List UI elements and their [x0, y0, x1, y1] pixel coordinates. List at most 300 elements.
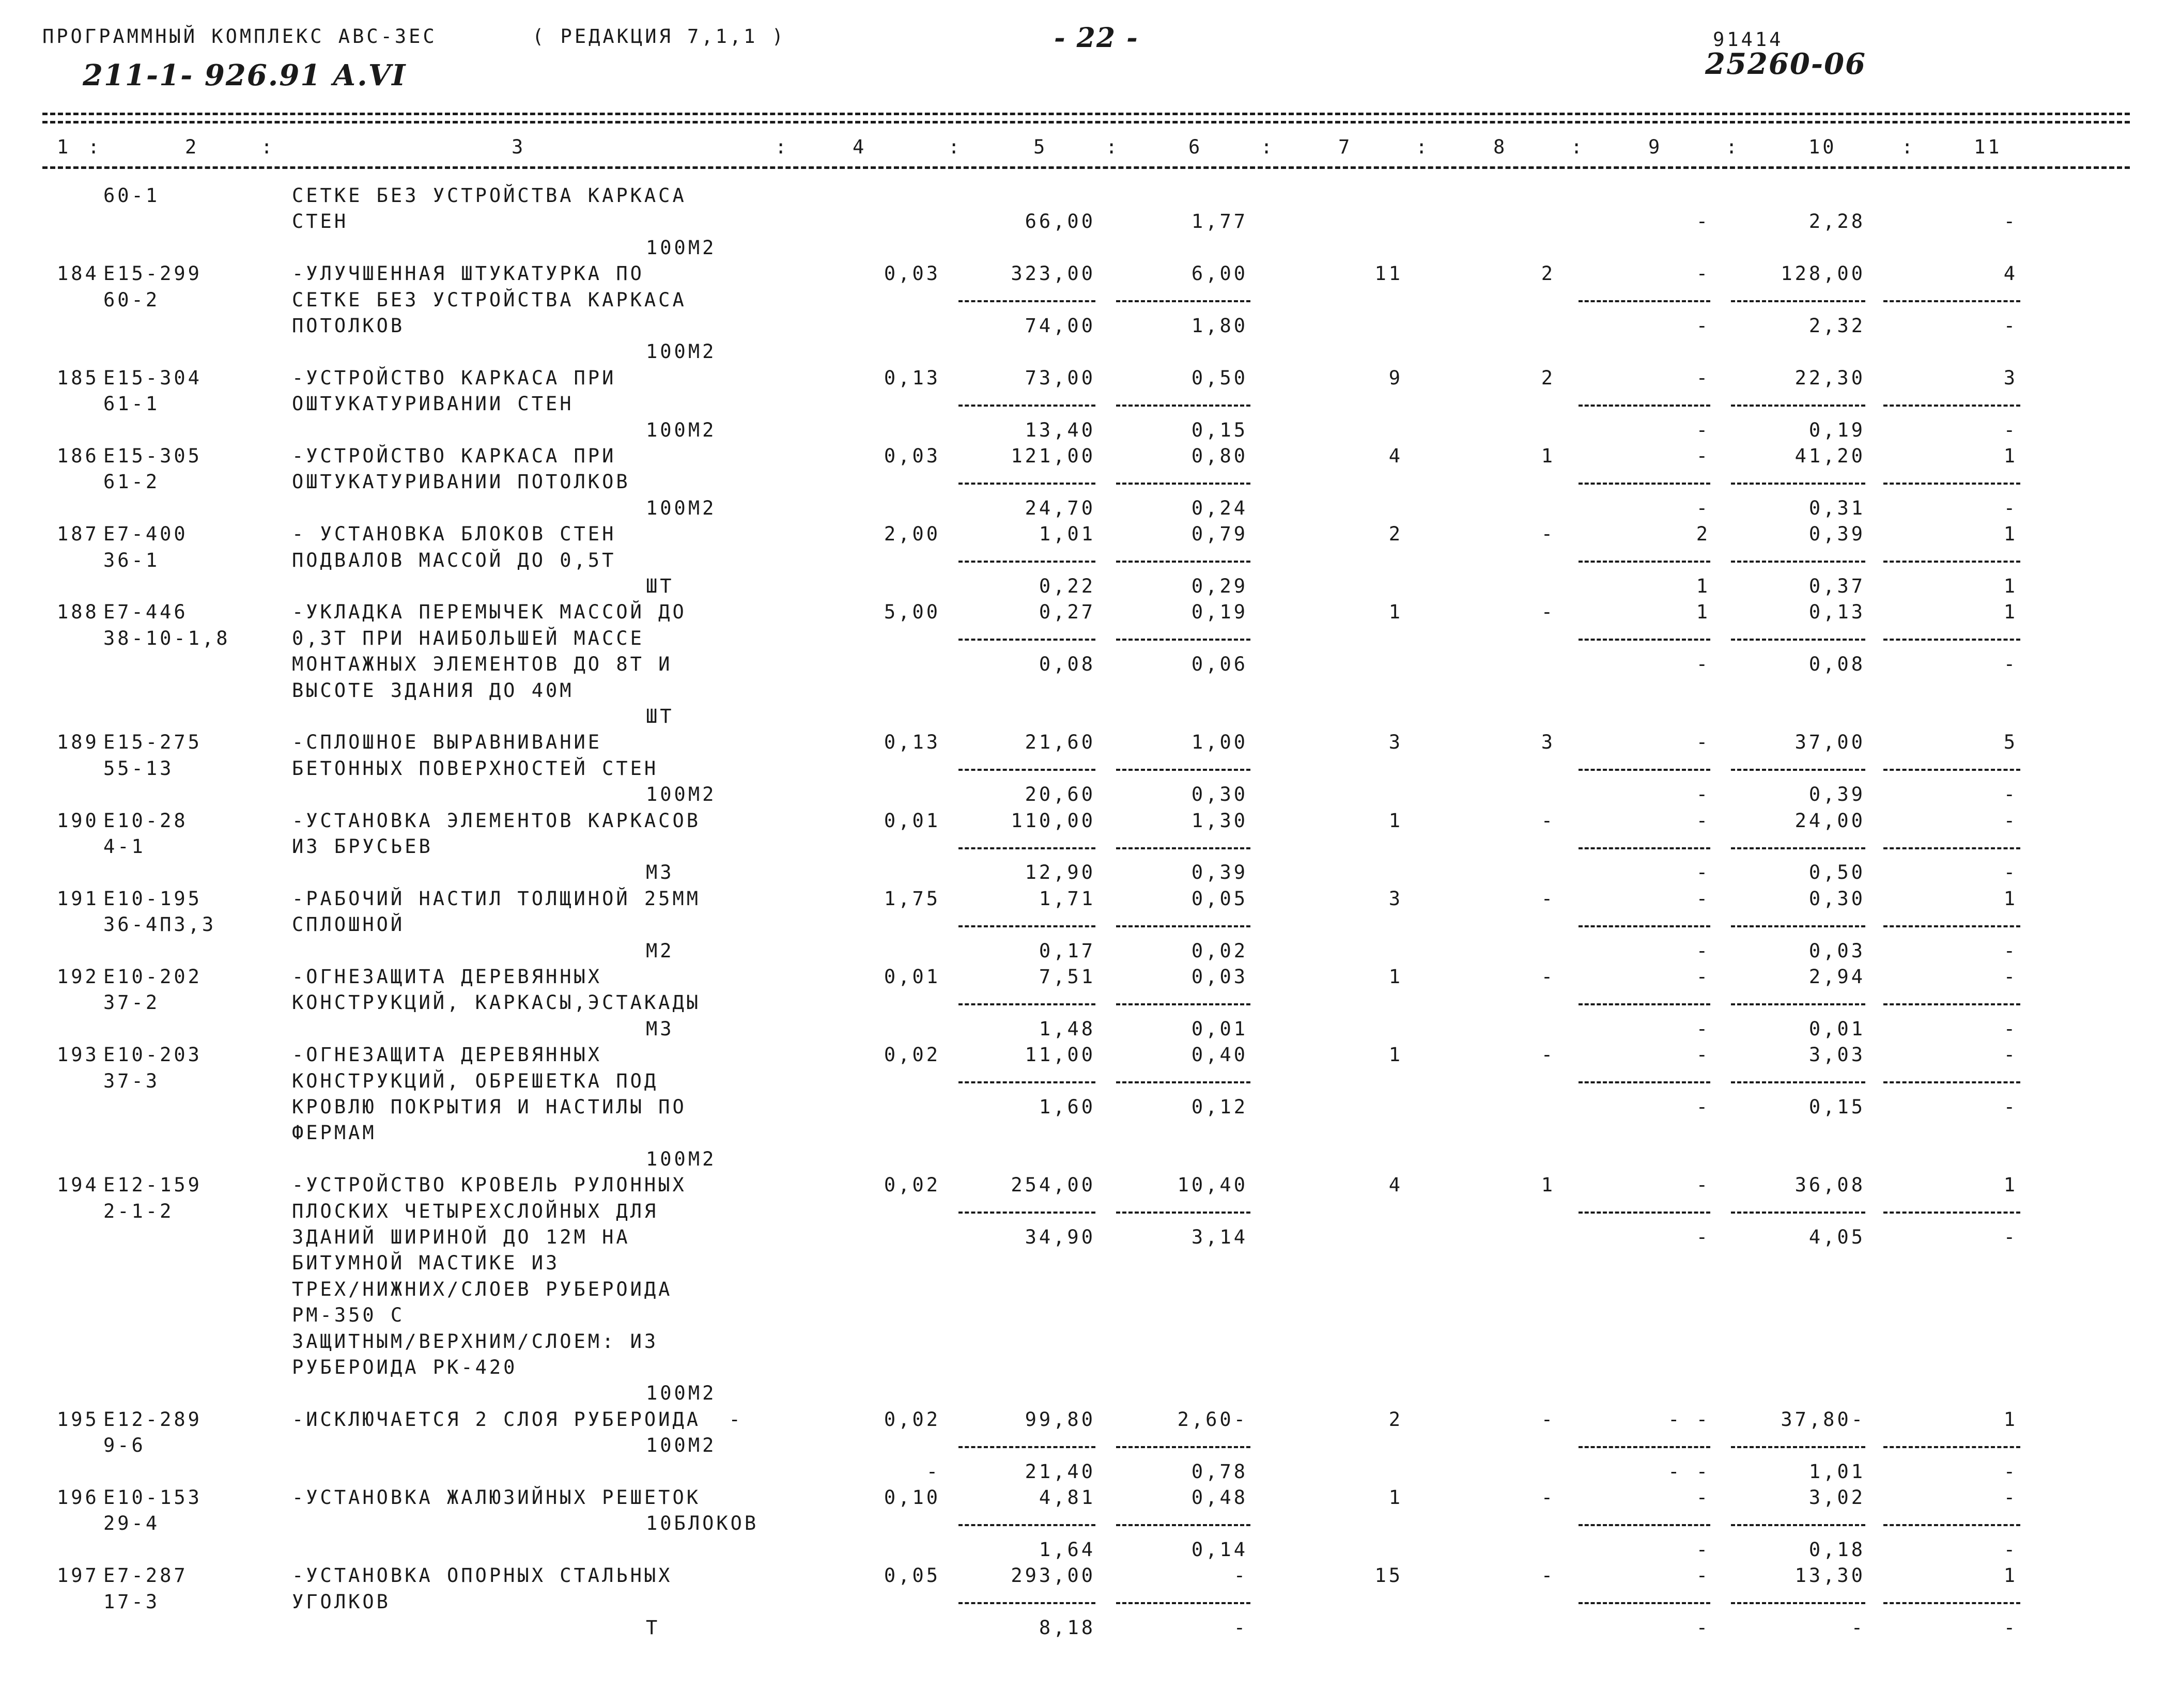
- subtotal-separator: [1116, 1212, 1250, 1214]
- subtotal-separator: [1579, 405, 1710, 407]
- subtotal-separator: [958, 925, 1095, 927]
- cell-c5: 0,27: [1039, 601, 1095, 623]
- unit-of-measure: 100М2: [646, 1148, 717, 1170]
- work-description: ВЫСОТЕ ЗДАНИЯ ДО 40М: [292, 679, 574, 702]
- row-number: 187: [57, 523, 99, 545]
- subtotal-separator: [1731, 769, 1865, 771]
- cell-c6: 0,12: [1191, 1096, 1248, 1118]
- work-description: РУБЕРОИДА РК-420: [292, 1356, 518, 1378]
- cell-c6: 0,02: [1191, 940, 1248, 962]
- subtotal-separator: [1883, 1524, 2020, 1526]
- cell-c9: -: [1696, 262, 1710, 285]
- subtotal-separator: [1731, 847, 1865, 849]
- cell-c6: 0,78: [1191, 1461, 1248, 1483]
- cell-c8: 2: [1541, 262, 1555, 285]
- subtotal-separator: [1883, 1081, 2020, 1083]
- work-description: -УСТРОЙСТВО КРОВЕЛЬ РУЛОННЫХ: [292, 1174, 687, 1196]
- column-separator: :: [1726, 136, 1740, 158]
- column-separator: :: [1261, 136, 1275, 158]
- subtotal-separator: [1116, 1003, 1250, 1005]
- unit-of-measure: Т: [646, 1617, 660, 1639]
- cell-c4: 0,03: [884, 445, 940, 467]
- work-description: 0,3Т ПРИ НАИБОЛЬШЕЙ МАССЕ: [292, 627, 644, 649]
- cell-c5: 24,70: [1025, 497, 1095, 519]
- subtotal-separator: [958, 561, 1095, 563]
- cell-c6: 0,19: [1191, 601, 1248, 623]
- cell-c7: 1: [1388, 966, 1403, 988]
- cell-c6: 1,00: [1191, 731, 1248, 753]
- rate-code: 60-2: [103, 289, 160, 311]
- subtotal-separator: [1579, 1003, 1710, 1005]
- work-description: -РАБОЧИЙ НАСТИЛ ТОЛЩИНОЙ 25ММ: [292, 888, 701, 910]
- cell-c9: -: [1696, 497, 1710, 519]
- cell-c11: -: [2003, 1096, 2018, 1118]
- cell-c6: 0,29: [1191, 575, 1248, 597]
- cell-c10: 24,00: [1794, 810, 1865, 832]
- work-description: -СПЛОШНОЕ ВЫРАВНИВАНИЕ: [292, 731, 602, 753]
- cell-c8: -: [1541, 966, 1555, 988]
- cell-c8: 3: [1541, 731, 1555, 753]
- cell-c9: -: [1696, 210, 1710, 232]
- cell-c7: 11: [1374, 262, 1403, 285]
- work-description: ЗАЩИТНЫМ/ВЕРХНИМ/СЛОЕМ: ИЗ: [292, 1330, 659, 1353]
- cell-c5: 1,01: [1039, 523, 1095, 545]
- cell-c10: 0,01: [1808, 1018, 1865, 1040]
- cell-c7: 1: [1388, 1486, 1403, 1509]
- cell-c6: 0,24: [1191, 497, 1248, 519]
- cell-c4: 0,01: [884, 966, 940, 988]
- subtotal-separator: [1883, 483, 2020, 485]
- work-description: ОШТУКАТУРИВАНИИ ПОТОЛКОВ: [292, 471, 630, 493]
- column-header-8: 8: [1493, 136, 1508, 158]
- rate-code: 61-2: [103, 471, 160, 493]
- unit-of-measure: 100М2: [646, 497, 717, 519]
- cell-c7: 9: [1388, 367, 1403, 389]
- subtotal-separator: [1731, 561, 1865, 563]
- cell-c9: -: [1696, 1044, 1710, 1066]
- subtotal-separator: [1731, 639, 1865, 641]
- cell-c9: - -: [1668, 1408, 1710, 1431]
- cell-c6: 0,03: [1191, 966, 1248, 988]
- subtotal-separator: [1883, 1602, 2020, 1604]
- subtotal-separator: [1731, 405, 1865, 407]
- cell-c11: -: [2003, 861, 2018, 883]
- cell-c11: -: [2003, 810, 2018, 832]
- work-description: ФЕРМАМ: [292, 1122, 377, 1144]
- subtotal-separator: [1883, 1446, 2020, 1448]
- cell-c10: 0,39: [1808, 523, 1865, 545]
- cell-c6: 0,80: [1191, 445, 1248, 467]
- subtotal-separator: [1579, 1212, 1710, 1214]
- cell-c10: 0,03: [1808, 940, 1865, 962]
- cell-c9: -: [1696, 1018, 1710, 1040]
- cell-c9: -: [1696, 367, 1710, 389]
- cell-c11: -: [2003, 940, 2018, 962]
- work-description: ПЛОСКИХ ЧЕТЫРЕХСЛОЙНЫХ ДЛЯ: [292, 1200, 659, 1222]
- cell-c10: 0,37: [1808, 575, 1865, 597]
- cell-c8: 2: [1541, 367, 1555, 389]
- work-description: БЕТОННЫХ ПОВЕРХНОСТЕЙ СТЕН: [292, 757, 659, 780]
- cell-c10: 0,18: [1808, 1539, 1865, 1561]
- subtotal-separator: [1883, 1003, 2020, 1005]
- cell-c7: 15: [1374, 1564, 1403, 1587]
- unit-of-measure: 100М2: [646, 237, 717, 259]
- cell-c11: 1: [2003, 523, 2018, 545]
- rate-code: 55-13: [103, 757, 174, 780]
- subtotal-separator: [1731, 1524, 1865, 1526]
- subtotal-separator: [1731, 1003, 1865, 1005]
- subtotal-separator: [1579, 1524, 1710, 1526]
- cell-c5: 99,80: [1025, 1408, 1095, 1431]
- cell-c5: 293,00: [1011, 1564, 1095, 1587]
- cell-c11: 5: [2003, 731, 2018, 753]
- row-number: 185: [57, 367, 99, 389]
- cell-c9: -: [1696, 653, 1710, 675]
- cell-c10: 4,05: [1808, 1226, 1865, 1248]
- cell-c10: 2,94: [1808, 966, 1865, 988]
- subtotal-separator: [958, 1524, 1095, 1526]
- unit-of-measure: М3: [646, 861, 674, 883]
- rate-code: 61-1: [103, 393, 160, 415]
- rate-code: Е7-446: [103, 601, 188, 623]
- cell-c10: 0,31: [1808, 497, 1865, 519]
- row-number: 184: [57, 262, 99, 285]
- cell-c10: 1,01: [1808, 1461, 1865, 1483]
- cell-c5: 0,22: [1039, 575, 1095, 597]
- cell-c5: 121,00: [1011, 445, 1095, 467]
- row-number: 186: [57, 445, 99, 467]
- cell-c5: 1,60: [1039, 1096, 1095, 1118]
- unit-of-measure: ШТ: [646, 575, 674, 597]
- rate-code: 2-1-2: [103, 1200, 174, 1222]
- cell-c9: -: [1696, 861, 1710, 883]
- subtotal-separator: [1579, 1081, 1710, 1083]
- cell-c7: 2: [1388, 1408, 1403, 1431]
- subtotal-separator: [958, 769, 1095, 771]
- cell-c10: 36,08: [1794, 1174, 1865, 1196]
- unit-of-measure: М2: [646, 940, 674, 962]
- cell-c11: -: [2003, 966, 2018, 988]
- subtotal-separator: [1883, 639, 2020, 641]
- cell-c9: 1: [1696, 601, 1710, 623]
- cell-c5: 73,00: [1025, 367, 1095, 389]
- unit-of-measure: 100М2: [646, 1434, 717, 1456]
- cell-c11: -: [2003, 419, 2018, 441]
- rate-code: 60-1: [103, 184, 160, 207]
- cell-c6: 0,40: [1191, 1044, 1248, 1066]
- cell-c6: 1,77: [1191, 210, 1248, 232]
- cell-c11: 3: [2003, 367, 2018, 389]
- column-header-10: 10: [1808, 136, 1837, 158]
- cell-c4: 0,10: [884, 1486, 940, 1509]
- subtotal-separator: [958, 1081, 1095, 1083]
- cell-c10: 0,15: [1808, 1096, 1865, 1118]
- cell-c9: -: [1696, 1486, 1710, 1509]
- unit-of-measure: М3: [646, 1018, 674, 1040]
- cell-c8: -: [1541, 888, 1555, 910]
- cell-c11: 4: [2003, 262, 2018, 285]
- subtotal-separator: [1579, 561, 1710, 563]
- subtotal-separator: [958, 1602, 1095, 1604]
- subtotal-separator: [1731, 1081, 1865, 1083]
- subtotal-separator: [958, 405, 1095, 407]
- subtotal-separator: [1731, 300, 1865, 302]
- cell-c5: 110,00: [1011, 810, 1095, 832]
- cell-c11: -: [2003, 497, 2018, 519]
- work-description: СПЛОШНОЙ: [292, 913, 405, 936]
- subtotal-separator: [1116, 561, 1250, 563]
- unit-of-measure: 10БЛОКОВ: [646, 1512, 759, 1534]
- cell-c5: 21,40: [1025, 1461, 1095, 1483]
- cell-c8: -: [1541, 1486, 1555, 1509]
- cell-c11: -: [2003, 315, 2018, 337]
- cell-c6: 0,48: [1191, 1486, 1248, 1509]
- work-description: СЕТКЕ БЕЗ УСТРОЙСТВА КАРКАСА: [292, 289, 687, 311]
- unit-of-measure: 100М2: [646, 340, 717, 363]
- cell-c7: 4: [1388, 1174, 1403, 1196]
- cell-c10: 37,80-: [1781, 1408, 1865, 1431]
- header-rule-top-2: [42, 121, 2130, 123]
- cell-c4: -: [926, 1461, 940, 1483]
- subtotal-separator: [1579, 925, 1710, 927]
- work-description: ИЗ БРУСЬЕВ: [292, 835, 433, 858]
- cell-c9: -: [1696, 1617, 1710, 1639]
- subtotal-separator: [1116, 769, 1250, 771]
- unit-of-measure: 100М2: [646, 419, 717, 441]
- cell-c9: - -: [1668, 1461, 1710, 1483]
- subtotal-separator: [1883, 405, 2020, 407]
- cell-c6: 0,50: [1191, 367, 1248, 389]
- cell-c10: 0,13: [1808, 601, 1865, 623]
- cell-c6: -: [1233, 1617, 1248, 1639]
- rate-code: Е7-400: [103, 523, 188, 545]
- subtotal-separator: [1883, 561, 2020, 563]
- cell-c6: 0,01: [1191, 1018, 1248, 1040]
- cell-c5: 12,90: [1025, 861, 1095, 883]
- rate-code: Е10-202: [103, 966, 202, 988]
- work-description: КОНСТРУКЦИЙ, ОБРЕШЕТКА ПОД: [292, 1070, 659, 1092]
- rate-code: 36-4П3,3: [103, 913, 216, 936]
- cell-c5: 34,90: [1025, 1226, 1095, 1248]
- cell-c6: 10,40: [1177, 1174, 1248, 1196]
- cell-c9: -: [1696, 419, 1710, 441]
- row-number: 196: [57, 1486, 99, 1509]
- cell-c7: 1: [1388, 1044, 1403, 1066]
- cell-c11: 1: [2003, 1564, 2018, 1587]
- subtotal-separator: [1116, 847, 1250, 849]
- cell-c6: 1,80: [1191, 315, 1248, 337]
- cell-c5: 20,60: [1025, 783, 1095, 805]
- rate-code: 37-2: [103, 991, 160, 1014]
- cell-c10: 3,02: [1808, 1486, 1865, 1509]
- subtotal-separator: [1883, 847, 2020, 849]
- cell-c9: -: [1696, 1226, 1710, 1248]
- rate-code: 38-10-1,8: [103, 627, 230, 649]
- rate-code: 9-6: [103, 1434, 146, 1456]
- cell-c11: 1: [2003, 601, 2018, 623]
- cell-c9: -: [1696, 1174, 1710, 1196]
- subtotal-separator: [958, 639, 1095, 641]
- row-number: 190: [57, 810, 99, 832]
- row-number: 197: [57, 1564, 99, 1587]
- subtotal-separator: [1883, 300, 2020, 302]
- cell-c5: 0,17: [1039, 940, 1095, 962]
- column-header-9: 9: [1648, 136, 1663, 158]
- work-description: МОНТАЖНЫХ ЭЛЕМЕНТОВ ДО 8Т И: [292, 653, 673, 675]
- column-separator: :: [261, 136, 275, 158]
- cell-c5: 4,81: [1039, 1486, 1095, 1509]
- cell-c6: 0,05: [1191, 888, 1248, 910]
- document-reference: 211-1- 926.91 А.VI: [83, 58, 407, 92]
- document-number: 25260-06: [1705, 47, 1866, 81]
- cell-c9: -: [1696, 1539, 1710, 1561]
- column-header-4: 4: [853, 136, 867, 158]
- cell-c5: 1,64: [1039, 1539, 1095, 1561]
- cell-c5: 8,18: [1039, 1617, 1095, 1639]
- cell-c5: 74,00: [1025, 315, 1095, 337]
- subtotal-separator: [1883, 1212, 2020, 1214]
- subtotal-separator: [1116, 1524, 1250, 1526]
- subtotal-separator: [1116, 405, 1250, 407]
- cell-c11: 1: [2003, 445, 2018, 467]
- cell-c7: 3: [1388, 731, 1403, 753]
- cell-c10: -: [1851, 1617, 1865, 1639]
- work-description: -УКЛАДКА ПЕРЕМЫЧЕК МАССОЙ ДО: [292, 601, 687, 623]
- unit-of-measure: 100М2: [646, 783, 717, 805]
- cell-c10: 3,03: [1808, 1044, 1865, 1066]
- work-description: ЗДАНИЙ ШИРИНОЙ ДО 12М НА: [292, 1226, 630, 1248]
- cell-c8: -: [1541, 1408, 1555, 1431]
- row-number: 193: [57, 1044, 99, 1066]
- column-header-1: 1: [57, 136, 71, 158]
- cell-c11: 1: [2003, 575, 2018, 597]
- cell-c6: 0,39: [1191, 861, 1248, 883]
- cell-c5: 0,08: [1039, 653, 1095, 675]
- cell-c5: 1,71: [1039, 888, 1095, 910]
- column-separator: :: [88, 136, 102, 158]
- cell-c9: -: [1696, 1564, 1710, 1587]
- work-description: -УСТРОЙСТВО КАРКАСА ПРИ: [292, 367, 616, 389]
- cell-c6: -: [1233, 1564, 1248, 1587]
- cell-c9: -: [1696, 888, 1710, 910]
- cell-c6: 0,79: [1191, 523, 1248, 545]
- row-number: 195: [57, 1408, 99, 1431]
- cell-c11: -: [2003, 1044, 2018, 1066]
- work-description: СТЕН: [292, 210, 349, 232]
- cell-c5: 254,00: [1011, 1174, 1095, 1196]
- row-number: 188: [57, 601, 99, 623]
- row-number: 192: [57, 966, 99, 988]
- cell-c11: -: [2003, 1226, 2018, 1248]
- column-separator: :: [1901, 136, 1916, 158]
- work-description: БИТУМНОЙ МАСТИКЕ ИЗ: [292, 1252, 560, 1274]
- work-description: - УСТАНОВКА БЛОКОВ СТЕН: [292, 523, 616, 545]
- subtotal-separator: [1116, 1081, 1250, 1083]
- cell-c10: 22,30: [1794, 367, 1865, 389]
- cell-c10: 37,00: [1794, 731, 1865, 753]
- rate-code: Е10-153: [103, 1486, 202, 1509]
- cell-c5: 7,51: [1039, 966, 1095, 988]
- work-description: -УСТАНОВКА ЭЛЕМЕНТОВ КАРКАСОВ: [292, 810, 701, 832]
- work-description: -УЛУЧШЕННАЯ ШТУКАТУРКА ПО: [292, 262, 644, 285]
- cell-c9: 2: [1696, 523, 1710, 545]
- cell-c4: 0,02: [884, 1408, 940, 1431]
- cell-c9: -: [1696, 940, 1710, 962]
- column-separator: :: [775, 136, 790, 158]
- column-header-6: 6: [1188, 136, 1203, 158]
- subtotal-separator: [1579, 1602, 1710, 1604]
- work-description: -ОГНЕЗАЩИТА ДЕРЕВЯННЫХ: [292, 966, 602, 988]
- cell-c7: 3: [1388, 888, 1403, 910]
- cell-c11: -: [2003, 210, 2018, 232]
- rate-code: Е10-203: [103, 1044, 202, 1066]
- work-description: УГОЛКОВ: [292, 1591, 391, 1613]
- work-description: РМ-350 С: [292, 1304, 405, 1326]
- column-header-2: 2: [185, 136, 199, 158]
- cell-c9: -: [1696, 315, 1710, 337]
- cell-c6: 2,60-: [1177, 1408, 1248, 1431]
- program-title: ПРОГРАММНЫЙ КОМПЛЕКС АВС-ЗЕС: [42, 25, 437, 48]
- work-description: -ОГНЕЗАЩИТА ДЕРЕВЯННЫХ: [292, 1044, 602, 1066]
- cell-c4: 0,13: [884, 367, 940, 389]
- rate-code: Е15-299: [103, 262, 202, 285]
- cell-c10: 128,00: [1781, 262, 1865, 285]
- cell-c4: 0,02: [884, 1174, 940, 1196]
- subtotal-separator: [1579, 483, 1710, 485]
- cell-c11: 1: [2003, 1174, 2018, 1196]
- column-header-7: 7: [1338, 136, 1353, 158]
- subtotal-separator: [1579, 769, 1710, 771]
- subtotal-separator: [1579, 847, 1710, 849]
- cell-c4: 0,01: [884, 810, 940, 832]
- cell-c11: -: [2003, 653, 2018, 675]
- cell-c5: 323,00: [1011, 262, 1095, 285]
- unit-of-measure: ШТ: [646, 705, 674, 727]
- subtotal-separator: [1116, 639, 1250, 641]
- cell-c7: 1: [1388, 601, 1403, 623]
- subtotal-separator: [1731, 483, 1865, 485]
- cell-c10: 0,39: [1808, 783, 1865, 805]
- rate-code: Е12-289: [103, 1408, 202, 1431]
- column-header-11: 11: [1974, 136, 2002, 158]
- rate-code: Е10-195: [103, 888, 202, 910]
- cell-c9: -: [1696, 783, 1710, 805]
- page-number: - 22 -: [1054, 22, 1139, 54]
- subtotal-separator: [1579, 300, 1710, 302]
- cell-c11: 1: [2003, 1408, 2018, 1431]
- rate-code: Е7-287: [103, 1564, 188, 1587]
- column-header-3: 3: [512, 136, 526, 158]
- cell-c10: 13,30: [1794, 1564, 1865, 1587]
- rate-code: Е15-275: [103, 731, 202, 753]
- work-description: -УСТАНОВКА ОПОРНЫХ СТАЛЬНЫХ: [292, 1564, 673, 1587]
- cell-c9: -: [1696, 810, 1710, 832]
- subtotal-separator: [958, 300, 1095, 302]
- rate-code: 29-4: [103, 1512, 160, 1534]
- subtotal-separator: [1116, 1602, 1250, 1604]
- cell-c4: 0,02: [884, 1044, 940, 1066]
- subtotal-separator: [1116, 483, 1250, 485]
- subtotal-separator: [1883, 925, 2020, 927]
- rate-code: Е15-305: [103, 445, 202, 467]
- cell-c10: 2,28: [1808, 210, 1865, 232]
- work-description: КОНСТРУКЦИЙ, КАРКАСЫ,ЭСТАКАДЫ: [292, 991, 701, 1014]
- cell-c5: 11,00: [1025, 1044, 1095, 1066]
- cell-c4: 5,00: [884, 601, 940, 623]
- cell-c4: 2,00: [884, 523, 940, 545]
- cell-c11: -: [2003, 1018, 2018, 1040]
- cell-c11: -: [2003, 783, 2018, 805]
